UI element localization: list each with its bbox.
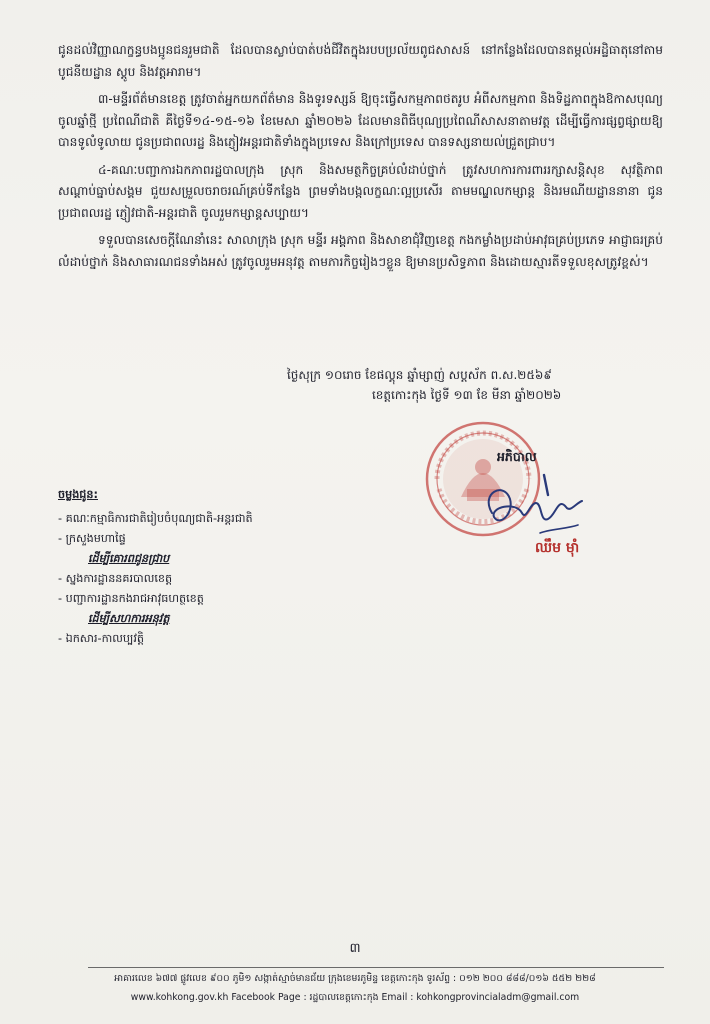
recipient-item: - ក្រសួងមហាផ្ទៃ xyxy=(58,532,126,545)
recipient-item: - គណៈកម្មាធិការជាតិរៀបចំបុណ្យជាតិ-អន្តរជាតិ xyxy=(58,512,253,525)
recipient-purpose: ដើម្បីគោរពជូនជ្រាប xyxy=(88,552,170,565)
handwritten-signature-icon xyxy=(470,473,590,543)
recipients-heading: ចម្លងជូន: xyxy=(58,488,98,501)
recipient-purpose: ដើម្បីសហការអនុវត្ត xyxy=(88,612,170,625)
recipient-item: - ឯកសារ-កាលប្បវត្តិ xyxy=(58,632,144,645)
footer-address: អាគារលេខ ៦៧៧ ផ្លូវលេខ ៩០០ ភូមិ១ សង្កាត់ស្មាច់មានជ័យ ក្រុងខេមរភូមិន្ទ ខេត្តកោះកុង ទូរស័ព្ទ : ០១២ ២០០ ៨៨៨/០១៦ ៥៥២ ២២៨ xyxy=(114,973,596,984)
paragraph-continuation: ជូនដល់វិញ្ញាណក្ខន្ធបងប្អូនជនរួមជាតិ ដែលបានស្លាប់បាត់បង់ជីវិតក្នុងរបបប្រល័យពូជសាសន៍ នៅកន្លែងដែលបានតម្កល់អដ្ឋិធាតុនៅតាមបូជនីយដ្ឋាន ស្ដូប និងវត្តអារាម។ xyxy=(58,43,663,79)
paragraph-closing-instruction: ទទួលបានសេចក្តីណែនាំនេះ សាលាក្រុង ស្រុក មន្ទីរ អង្គភាព និងសាខាជុំវិញខេត្ត កងកម្លាំងប្រដាប់អាវុធគ្រប់ប្រភេទ អាជ្ញាធរគ្រប់លំដាប់ថ្នាក់ និងសាធារណជនទាំងអស់ ត្រូវចូលរួមអនុវត្ត តាមភារកិច្ចរៀងៗខ្លួន ឱ្យមានប្រសិទ្ធភាព និងដោយស្មារតីទទួលខុសត្រូវខ្ពស់។ xyxy=(58,233,663,269)
solar-date: ខេត្តកោះកុង ថ្ងៃទី ១៣ ខែ មីនា ឆ្នាំ២០២៦ xyxy=(372,388,562,402)
paragraph-4-command-security: ៤-គណៈបញ្ជាការឯកភាពរដ្ឋបាលក្រុង ស្រុក និងសមត្ថកិច្ចគ្រប់លំដាប់ថ្នាក់ ត្រូវសហការការពាររក្សាសន្តិសុខ សុវត្ថិភាព សណ្តាប់ធ្នាប់សង្គម ជួយសម្រួលចរាចរណ៍គ្រប់ទីកន្លែង ព្រមទាំងបង្កលក្ខណៈល្អប្រសើរ តាមមណ្ឌលកម្សាន្ត និងរមណីយដ្ឋាននានា ជូនប្រជាពលរដ្ឋ ភ្ញៀវជាតិ-អន្តរជាតិ ចូលរួមកម្សាន្តសប្បាយ។ xyxy=(58,162,663,220)
footer-contact: www.kohkong.gov.kh Facebook Page : រដ្ឋបាលខេត្តកោះកុង Email : kohkongprovincialadm@gmail.com xyxy=(130,992,580,1003)
lunar-date: ថ្ងៃសុក្រ ១០រោច ខែផល្គុន ឆ្នាំម្សាញ់ សប្តស័ក ព.ស.២៥៦៩ xyxy=(287,368,552,382)
document-body xyxy=(58,40,663,279)
recipients-list xyxy=(58,488,418,649)
recipient-item: - បញ្ជាការដ្ឋានកងរាជអាវុធហត្ថខេត្ត xyxy=(58,592,204,605)
page-number: ៣ xyxy=(349,941,361,956)
recipient-item: - ស្នងការដ្ឋាននគរបាលខេត្ត xyxy=(58,572,173,585)
footer-divider xyxy=(88,967,664,968)
signer-name: ឈឹម ម៉ាំ xyxy=(535,540,580,556)
paragraph-3-ministry-info: ៣-មន្ទីរព័ត៌មានខេត្ត ត្រូវចាត់អ្នកយកព័ត៌មាន និងទូរទស្សន៍ ឱ្យចុះធ្វើសកម្មភាពថតរូប អំពីសកម្មភាព និងទិដ្ឋភាពក្នុងឱកាសបុណ្យចូលឆ្នាំថ្មី ប្រពៃណីជាតិ គឺថ្ងៃទី១៤-១៥-១៦ ខែមេសា ឆ្នាំ២០២៦ ដែលមានពិធីបុណ្យប្រពៃណីសាសនាតាមវត្ត ដើម្បីធ្វើការផ្សព្វផ្សាយឱ្យបានទូលំទូលាយ ជូនប្រជាពលរដ្ឋ និងភ្ញៀវអន្តរជាតិទាំងក្នុងប្រទេស និងក្រៅប្រទេស បានទស្សនាយល់ជ្រួតជ្រាប។ xyxy=(58,92,663,149)
signatory-title: អភិបាល xyxy=(497,449,537,464)
